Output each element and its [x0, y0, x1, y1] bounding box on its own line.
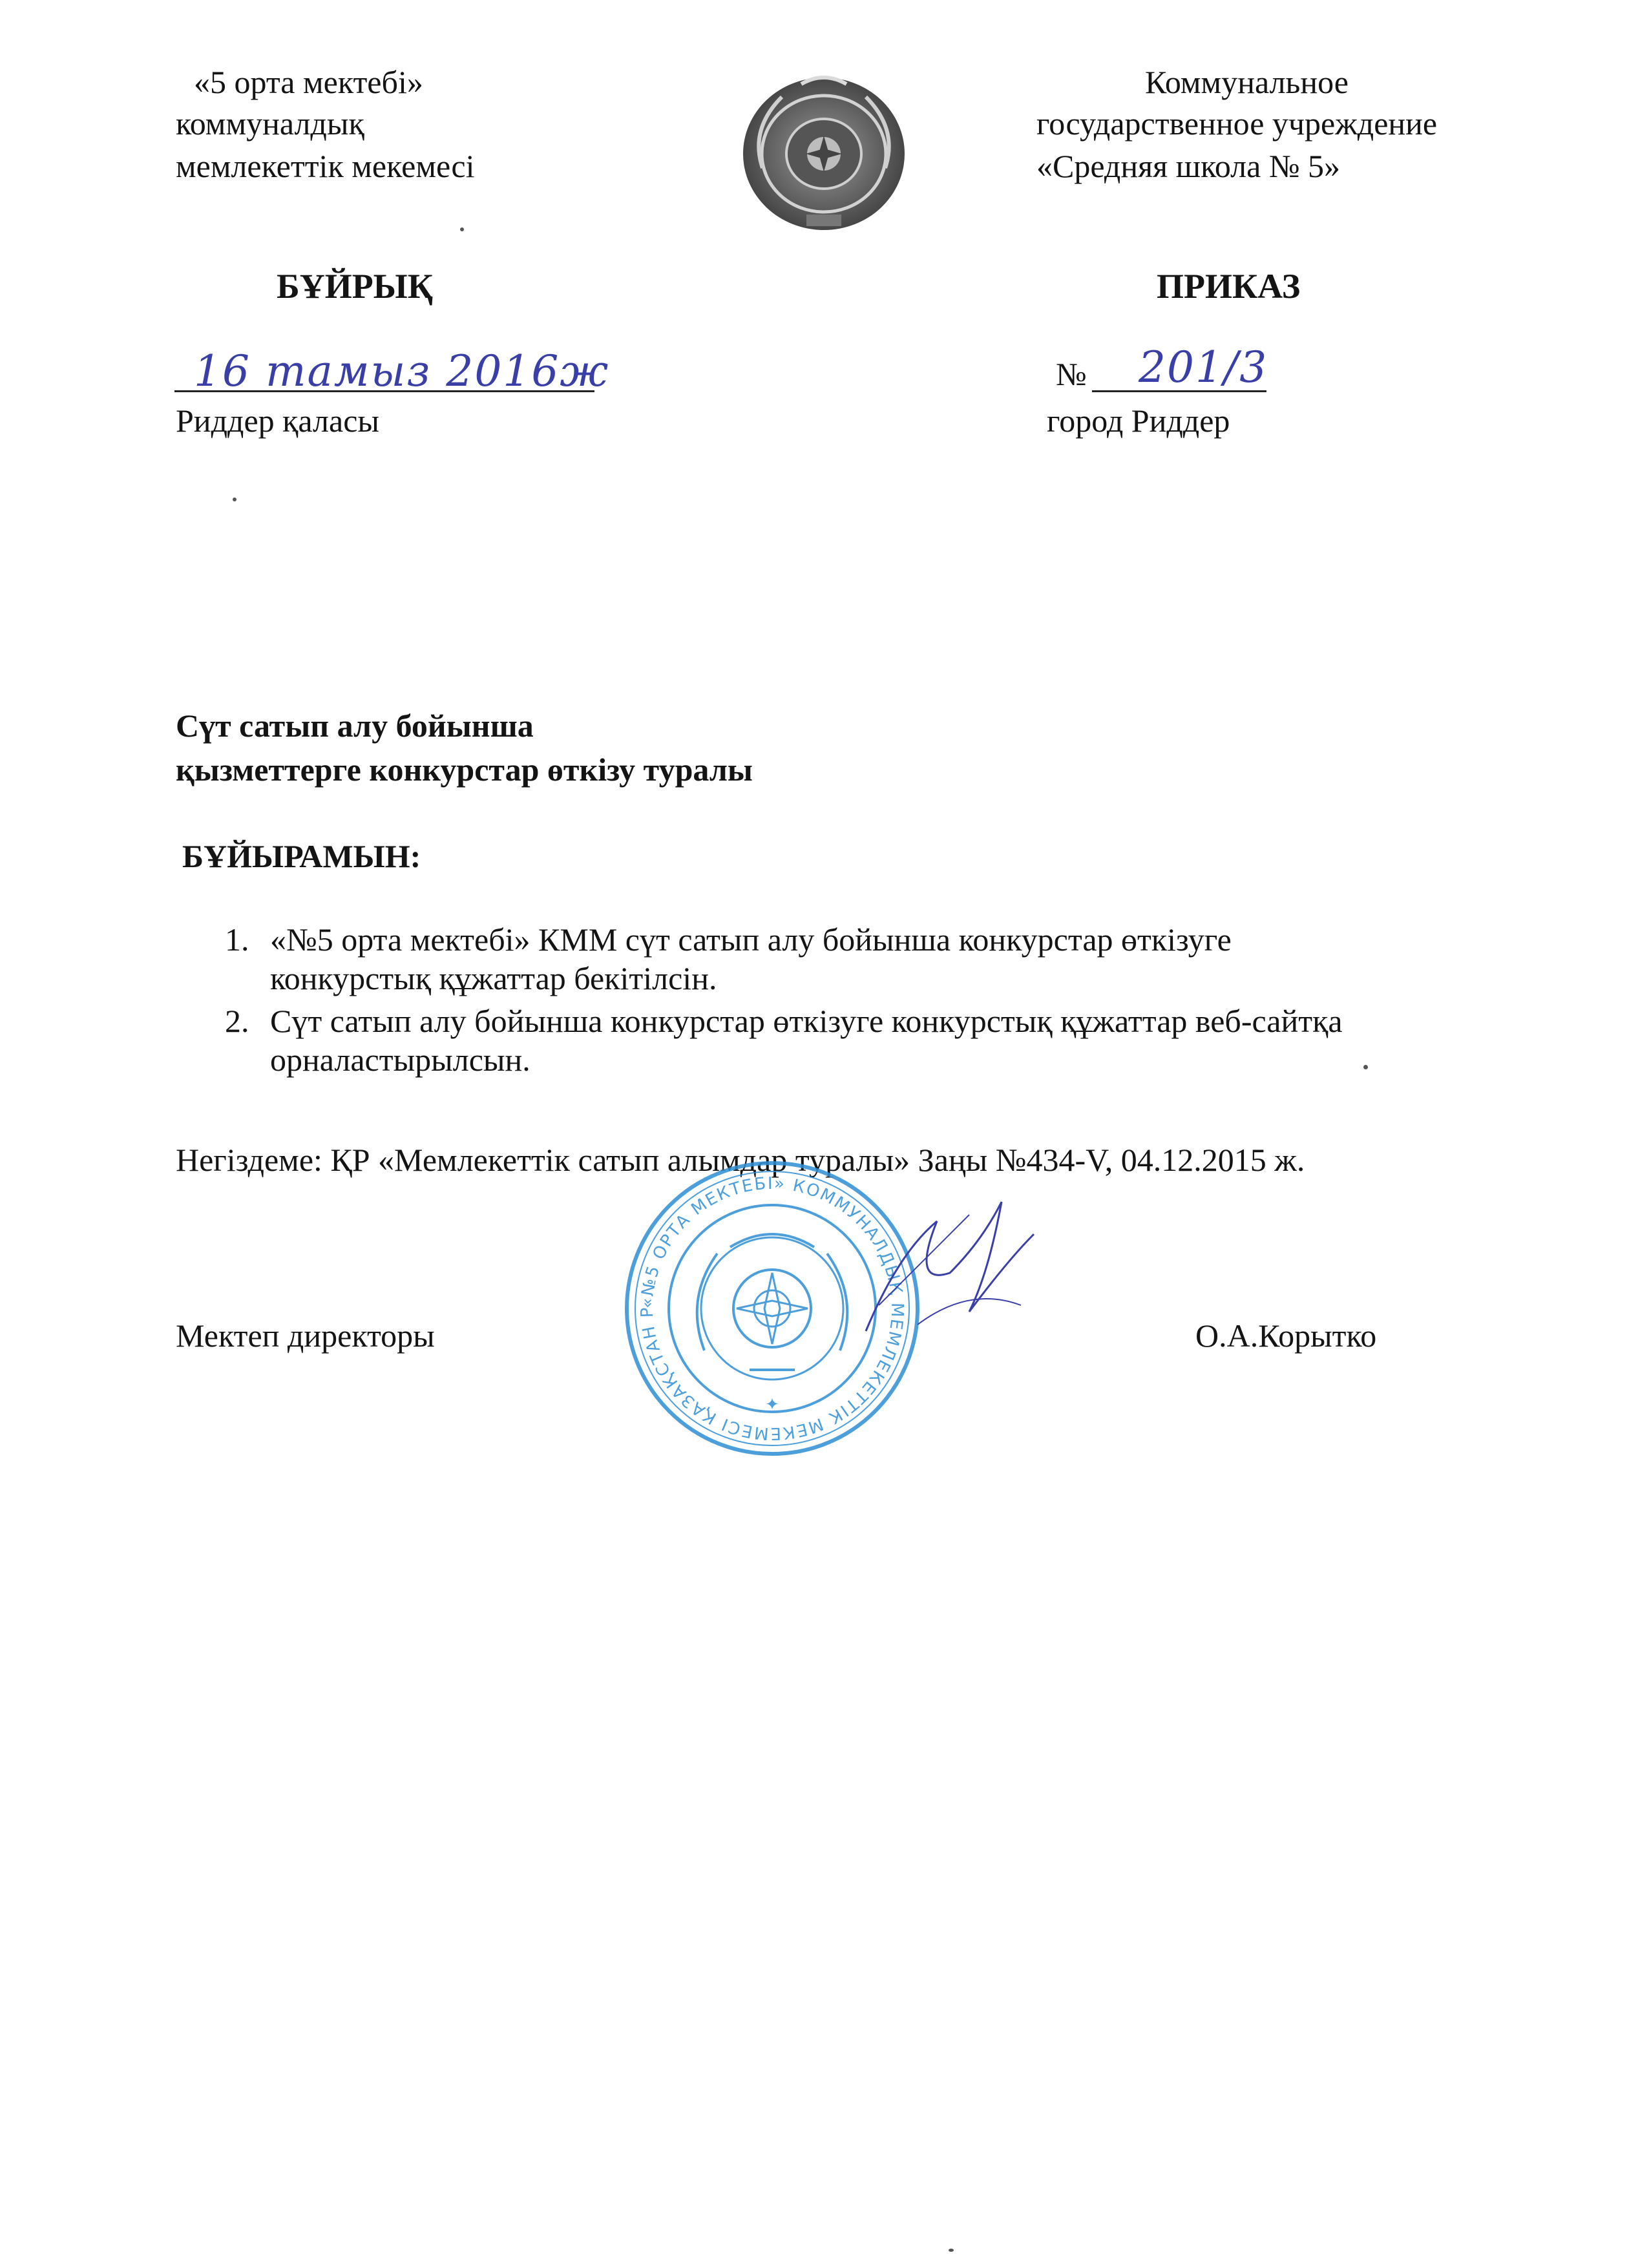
basis-text: Негіздеме: ҚР «Мемлекеттік сатып алымдар туралы» Заңы №434-V, 04.12.2015 ж.	[176, 1142, 1305, 1178]
city-ru: город Риддер	[1047, 403, 1230, 439]
header-left-line-3: мемлекеттік мекемесі	[176, 148, 475, 184]
list-item-line: «№5 орта мектебі» КММ сүт сатып алу бойынша конкурстар өткізуге	[270, 921, 1232, 958]
number-handwritten: 201/3	[1139, 342, 1268, 392]
list-item-number: 1.	[225, 921, 249, 958]
header-right-line-3: «Средняя школа № 5»	[1036, 148, 1341, 184]
date-handwritten: 16 тамыз 2016ж	[194, 346, 610, 396]
list-item	[225, 920, 1582, 998]
stamp-ring-text: «№5 ОРТА МЕКТЕБІ» КОММУНАЛДЫҚ МЕМЛЕКЕТТІК МЕКЕМЕСІ ҚАЗАҚСТАН Р	[637, 1173, 907, 1444]
list-item-line: орналастырылсын.	[270, 1042, 530, 1078]
list-item-number: 2.	[225, 1003, 249, 1039]
subject-line-1: Сүт сатып алу бойынша	[176, 708, 534, 744]
signature-icon	[840, 1176, 1047, 1357]
signature-name: О.А.Корытко	[1195, 1318, 1377, 1354]
city-kz: Риддер қаласы	[176, 403, 379, 439]
scan-speck	[233, 498, 236, 501]
header-right-line-2: государственное учреждение	[1036, 105, 1438, 142]
signature-position: Мектеп директоры	[176, 1318, 435, 1354]
scan-speck	[949, 2249, 954, 2252]
number-underline	[1092, 390, 1266, 392]
title-kz: БҰЙРЫҚ	[277, 267, 433, 306]
order-heading: БҰЙЫРАМЫН:	[182, 838, 421, 874]
subject-line-2: қызметтерге конкурстар өткізу туралы	[176, 751, 753, 788]
scan-speck	[1363, 1065, 1368, 1069]
svg-text:✦: ✦	[765, 1395, 779, 1414]
title-ru: ПРИКАЗ	[1157, 267, 1301, 306]
date-underline	[174, 390, 594, 392]
header-right-line-1: Коммунальное	[1145, 64, 1349, 100]
scan-speck	[460, 227, 464, 231]
header-left-line-1: «5 орта мектебі»	[194, 64, 423, 100]
list-item-line: конкурстық құжаттар бекітілсін.	[270, 960, 717, 996]
order-list	[225, 920, 1582, 1079]
list-item-line: Сүт сатып алу бойынша конкурстар өткізуге конкурстық құжаттар веб-сайтқа	[270, 1003, 1343, 1039]
number-prefix: №	[1056, 356, 1087, 392]
list-item	[225, 1002, 1582, 1079]
header-left-line-2: коммуналдық	[176, 105, 364, 142]
emblem-icon	[737, 71, 911, 233]
